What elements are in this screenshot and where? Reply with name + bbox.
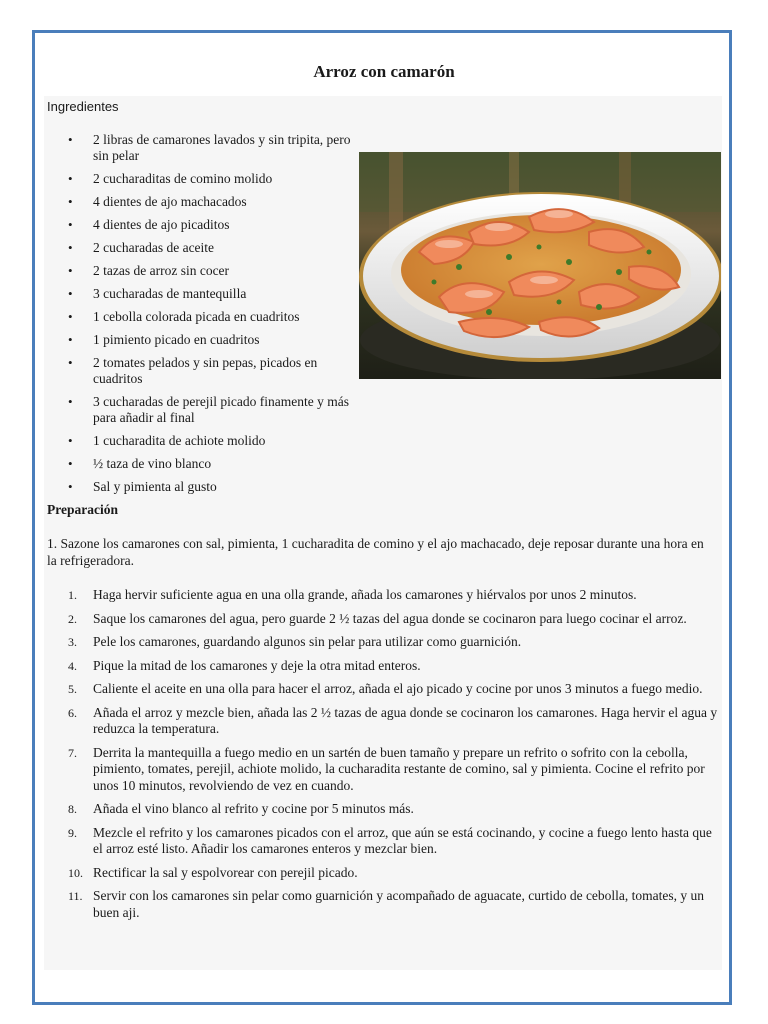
step-item (47, 658, 719, 675)
ingredient-item: • ½ taza de vino blanco (47, 456, 357, 472)
ingredient-item: • 1 pimiento picado en cuadritos (47, 332, 357, 348)
step-item (47, 825, 719, 858)
step-item (47, 745, 719, 795)
ingredients-label: Ingredientes (47, 99, 119, 114)
step-text: Saque los camarones del agua, pero guarde 2 ½ tazas del agua donde se cocinaron para luego cocinar el arroz. (93, 610, 687, 626)
ingredient-item: • 4 dientes de ajo picaditos (47, 217, 357, 233)
step-text: Derrita la mantequilla a fuego medio en un sartén de buen tamaño y prepare un refrito o sofrito con la cebolla, pimiento, tomates, perejil, achiote molido, la cucharadita restante de comino, sal y pimienta. Cocine el refrito por unos 10 minutos, revolviendo de vez en cuando. (93, 744, 705, 793)
step-number: 1. (68, 588, 77, 602)
step-text: Haga hervir suficiente agua en una olla grande, añada los camarones y hiérvalos por unos 2 minutos. (93, 587, 637, 602)
step-number: 2. (68, 611, 77, 626)
step-number: 4. (68, 658, 77, 673)
step-number: 3. (68, 635, 77, 649)
step-item (47, 801, 719, 818)
ingredient-item: • 3 cucharadas de mantequilla (47, 286, 357, 302)
step-text: Pele los camarones, guardando algunos sin pelar para utilizar como guarnición. (93, 634, 522, 649)
step-number: 7. (68, 745, 77, 760)
step-number: 5. (68, 682, 77, 696)
step-text: Rectificar la sal y espolvorear con perejil picado. (93, 864, 358, 880)
ingredient-item: • 3 cucharadas de perejil picado finamente y más para añadir al final (47, 394, 357, 426)
step-text: Añada el arroz y mezcle bien, añada las 2 ½ tazas de agua donde se cocinaron los camarones. Haga hervir el agua y reduzca la temperatura. (93, 704, 718, 736)
shrimp-rice-dish-photo (359, 152, 721, 379)
step-text: Servir con los camarones sin pelar como guarnición y acompañado de aguacate, curtido de cebolla, tomates, y un buen aji. (93, 888, 705, 920)
step-text: Añada el vino blanco al refrito y cocine por 5 minutos más. (93, 801, 414, 816)
step-item (47, 634, 719, 651)
ingredient-item: • 1 cucharadita de achiote molido (47, 433, 357, 449)
ingredient-item: • Sal y pimienta al gusto (47, 479, 357, 495)
step-text: Pique la mitad de los camarones y deje la otra mitad enteros. (93, 657, 421, 673)
recipe-title: Arroz con camarón (313, 62, 455, 81)
ingredient-item: • 2 libras de camarones lavados y sin tripita, pero sin pelar (47, 132, 357, 164)
ingredient-item: • 2 cucharadas de aceite (47, 240, 357, 256)
step-number: 11. (68, 889, 83, 903)
ingredient-item: • 1 cebolla colorada picada en cuadritos (47, 309, 357, 325)
ingredient-item: • 2 cucharaditas de comino molido (47, 171, 357, 187)
step-number: 10. (68, 865, 83, 880)
step-item (47, 865, 719, 882)
step-number: 9. (68, 825, 77, 840)
ingredients-list (47, 132, 357, 502)
preparation-steps (47, 587, 719, 928)
ingredient-item: • 2 tazas de arroz sin cocer (47, 263, 357, 279)
step-item (47, 888, 719, 921)
ingredient-item: • 2 tomates pelados y sin pepas, picados en cuadritos (47, 355, 357, 387)
preparation-intro: 1. Sazone los camarones con sal, pimienta, 1 cucharadita de comino y el ajo machacado, deje reposar durante una hora en la refrigeradora. (47, 536, 704, 568)
step-text: Caliente el aceite en una olla para hacer el arroz, añada el ajo picado y cocine por unos 3 minutos a fuego medio. (93, 681, 703, 696)
preparation-label: Preparación (47, 502, 118, 517)
step-item (47, 611, 719, 628)
ingredient-item: • 4 dientes de ajo machacados (47, 194, 357, 210)
step-item (47, 681, 719, 698)
step-number: 8. (68, 802, 77, 816)
step-item (47, 587, 719, 604)
step-item (47, 705, 719, 738)
step-number: 6. (68, 705, 77, 720)
step-text: Mezcle el refrito y los camarones picados con el arroz, que aún se está cocinando, y cocine a fuego lento hasta que el arroz esté listo. Añadir los camarones enteros y mezclar bien. (93, 824, 712, 856)
